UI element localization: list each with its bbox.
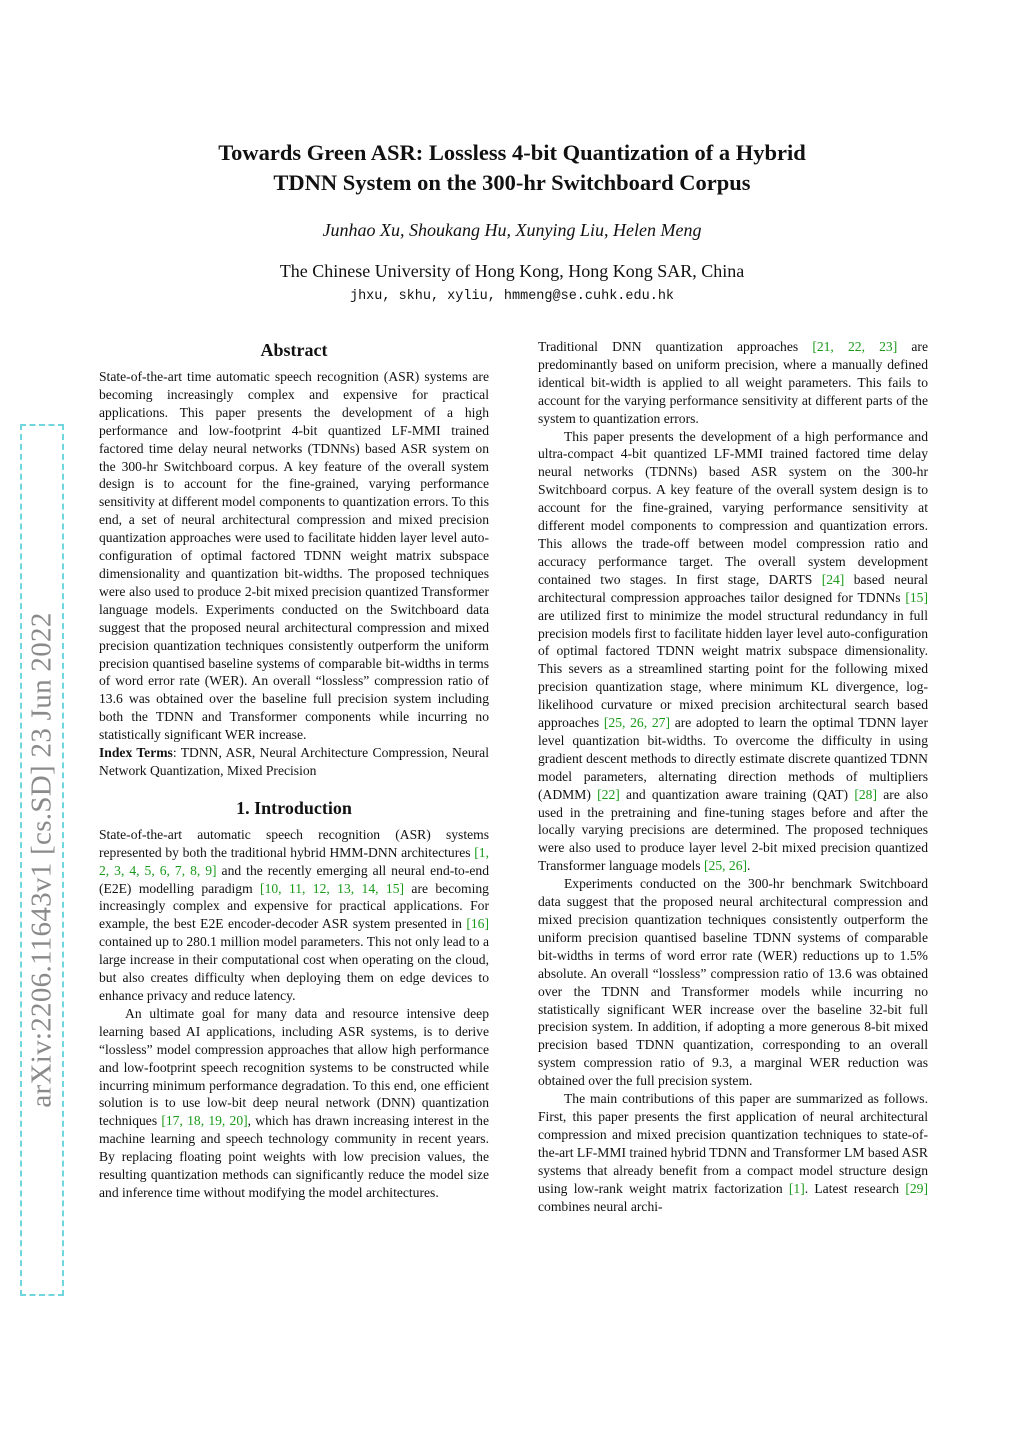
index-terms [99, 744, 489, 780]
title-line-2: TDNN System on the 300-hr Switchboard Corpus [273, 170, 751, 195]
intro-paragraph-1: State-of-the-art automatic speech recognition (ASR) systems represented by both the traditional hybrid HMM-DNN architectures [1, 2, 3, 4, 5, 6, 7, 8, 9] and the recently emerging all neural end-to-end (E2E) modelling paradigm [10, 11, 12, 13, 14, 15] are becoming increasingly complex and expensive for practical applications. For example, the best E2E encoder-decoder ASR system presented in [16] contained up to 280.1 million model parameters. This not only lead to a large increase in their computational cost when operating on the cloud, but also creates difficulty when deploying them on edge devices to enhance privacy and reduce latency. [99, 826, 489, 1003]
paper-title [120, 138, 904, 198]
citation-link[interactable]: [16] [466, 916, 489, 932]
citation-link[interactable]: [25, 26, 27] [603, 715, 670, 731]
right-paragraph-4: The main contributions of this paper are summarized as follows. First, this paper presents the first application of neural architectural compression and mixed precision quantization techniques to state-of-the-art LF-MMI trained hybrid TDNN and Transformer LM based ASR systems that already benefit from a compact model structure design using low-rank weight matrix factorization [1]. Latest research [29] combines neural archi- [538, 1091, 928, 1214]
citation-link[interactable]: [24] [821, 571, 845, 587]
intro-paragraph-2: An ultimate goal for many data and resource intensive deep learning based AI applications, including ASR systems, is to derive “lossless” model compression approaches that allow high performance and low-footprint speech recognition systems to be constructed while incurring minimum performance degradation. To this end, one efficient solution is to use low-bit deep neural network (DNN) quantization techniques [17, 18, 19, 20], which has drawn increasing interest in the machine learning and speech technology community in recent years. By replacing floating point weights with low precision values, the resulting quantization methods can significantly reduce the model size and inference time without modifying the model architectures. [99, 1005, 489, 1200]
author-emails: jhxu, skhu, xyliu, hmmeng@se.cuhk.edu.hk [349, 289, 675, 304]
citation-link[interactable]: [28] [854, 786, 877, 802]
arxiv-identifier: arXiv:2206.11643v1 [cs.SD] 23 Jun 2022 [25, 612, 58, 1108]
right-paragraph-3: Experiments conducted on the 300-hr benchmark Switchboard data suggest that the proposed neural architectural compression and mixed precision quantization techniques consistently outperform the uniform precision quantised baseline TDNN systems of comparable bit-widths in terms of word error rate (WER) reductions up to 1.5% absolute. An overall “lossless” compression ratio of 13.6 was obtained over the TDNN and Transformer models while incurring no statistically significant WER increase over the baseline 32-bit full precision system. In addition, if adopting a more generous 8-bit mixed precision based TDNN quantization, corresponding to an overall system compression ratio of 9.3, a marginal WER reduction was obtained over the full precision system. [538, 876, 928, 1089]
left-column [99, 338, 489, 1202]
section-heading-introduction: 1. Introduction [236, 797, 352, 818]
affiliation: The Chinese University of Hong Kong, Hong Kong SAR, China [279, 261, 745, 281]
citation-link[interactable]: [21, 22, 23] [812, 339, 898, 354]
citation-link[interactable]: [15] [905, 589, 928, 605]
index-terms-label: Index Terms [99, 745, 173, 761]
right-paragraph-2: This paper presents the development of a high performance and ultra-compact 4-bit quantized LF-MMI trained factored time delay neural networks (TDNNs) based ASR system on the 300-hr Switchboard corpus. A key feature of the overall system design is to account for the fine-grained, varying performance sensitivity at different model components to compression and quantization errors. This allows the trade-off between model compression ratio and accuracy performance target. The overall system development contained two stages. In first stage, DARTS [24] based neural architectural compression approaches tailor designed for TDNNs [15] are utilized first to minimize the model structural redundancy in full precision models first to facilitate hidden layer level auto-configuration of optimal factored TDNN weight matrix subspace dimensionality. This severs as a streamlined starting point for the following mixed precision quantization stage, where minimum KL divergence, log-likelihood curvature or mixed precision architectural search based approaches [25, 26, 27] are adopted to learn the optimal TDNN layer level quantization bit-widths. To overcome the difficulty in using gradient descent methods to directly estimate discrete quantized TDNN model parameters, alternating direction methods of multipliers (ADMM) [22] and quantization aware training (QAT) [28] are also used in the pretraining and fine-tuning stages before and after the locally varying precisions are determined. The proposed techniques were also used to produce layer level 2-bit mixed precision quantized Transformer language models [25, 26]. [538, 428, 929, 874]
arxiv-stamp[interactable] [20, 424, 64, 1296]
author-list: Junhao Xu, Shoukang Hu, Xunying Liu, Helen Meng [322, 220, 702, 240]
citation-link[interactable]: [17, 18, 19, 20] [161, 1113, 248, 1129]
citation-link[interactable]: [1, 2, 3, 4, 5, 6, 7, 8, 9] [99, 844, 489, 878]
citation-link[interactable]: [29] [905, 1180, 928, 1196]
index-terms-list: : TDNN, ASR, Neural Architecture Compression, Neural Network Quantization, Mixed Precision [99, 745, 489, 778]
title-line-1: Towards Green ASR: Lossless 4-bit Quantization of a Hybrid [218, 140, 806, 165]
citation-link[interactable]: [1] [788, 1180, 805, 1196]
right-column [538, 338, 928, 1215]
abstract-text: State-of-the-art time automatic speech recognition (ASR) systems are becoming increasingly complex and expensive for practical applications. This paper presents the development of a high performance and low-footprint 4-bit quantized LF-MMI trained factored time delay neural networks (TDNNs) based ASR system on the 300-hr Switchboard corpus. A key feature of the overall system design is to account for the fine-grained, varying performance sensitivity at different model components to quantization errors. To this end, a set of neural architectural compression and mixed precision quantization approaches were used to facilitate hidden layer level auto-configuration of optimal factored TDNN weight matrix subspace dimensionality and quantization bit-widths. The proposed techniques were also used to produce 2-bit mixed precision quantized Transformer language models. Experiments conducted on the Switchboard data suggest that the proposed neural architectural compression and mixed precision quantization techniques consistently outperform the uniform precision quantised baseline systems of comparable bit-widths in terms of word error rate (WER). An overall “lossless” compression ratio of 13.6 was obtained over the baseline full precision system including both the TDNN and Transformer components while incurring no statistically significant WER increase. [99, 369, 489, 743]
citation-link[interactable]: [22] [597, 786, 620, 802]
abstract-heading: Abstract [260, 340, 328, 360]
right-paragraph-1: Traditional DNN quantization approaches [21, 22, 23] are predominantly based on uniform precision, where a manually defined identical bit-width is applied to all weight parameters. This fails to account for the varying performance sensitivity at different parts of the system to quantization errors. [538, 339, 928, 426]
citation-link[interactable]: [25, 26] [704, 858, 748, 874]
citation-link[interactable]: [10, 11, 12, 13, 14, 15] [260, 880, 405, 896]
